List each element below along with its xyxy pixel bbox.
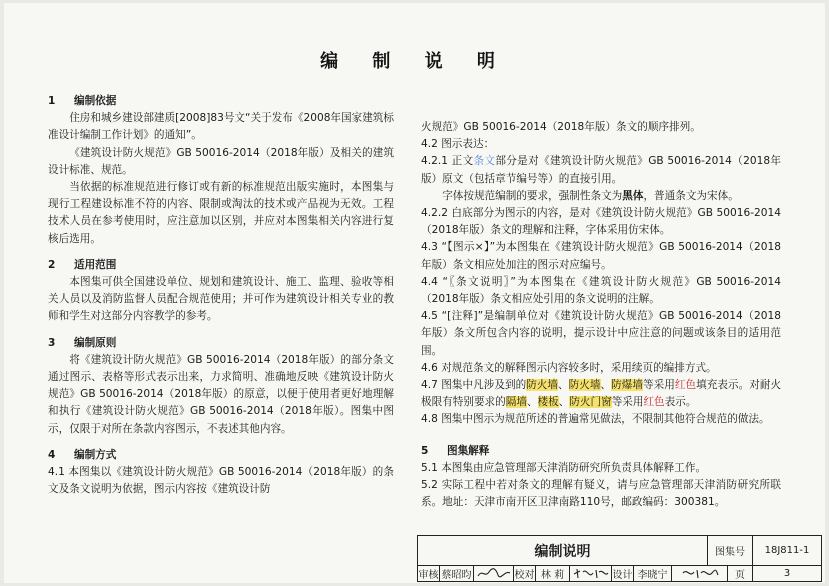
- review-name: 蔡昭昀: [440, 565, 474, 582]
- text: 部分是对《建筑设计防火规范》GB 50016-2014（2018年版）原文（包括章节编号等）的直接引用。: [421, 155, 781, 185]
- paragraph: 住房和城乡建设部建质[2008]83号文“关于发布《2008年国家建筑标准设计编制工作计划》的通知”。: [48, 112, 394, 142]
- review-label: 审核: [418, 565, 440, 582]
- right-column: [421, 119, 781, 511]
- paragraph: 当依据的标准规范进行修订或有新的标准规范出版实施时，本图集与现行工程建设标准不符的内容、限制或淘汰的技术或产品视为无效。工程技术人员在参考使用时，应注意加以区别，并应对本图集相关内容进行复核后选用。: [48, 181, 394, 245]
- paragraph: 4.4 “〖条文说明〗”为本图集在《建筑设计防火规范》GB 50016-2014（2018年版）条文相应处引用的条文说明的注解。: [421, 275, 781, 306]
- highlight-text: 防爆墙: [611, 379, 644, 392]
- text: 填充表示。对耐火极限有特别要求的: [421, 379, 782, 409]
- text: 、: [558, 396, 570, 409]
- section-title: 编制依据: [74, 95, 117, 107]
- section-number: 4: [48, 448, 56, 461]
- section-number: 5: [421, 444, 429, 457]
- atlas-no-label: 图集号: [708, 536, 753, 565]
- text: 、: [600, 379, 612, 392]
- paragraph: 4.1 本图集以《建筑设计防火规范》GB 50016-2014（2018年版）的条文及条文说明为依据，图示内容按《建筑设计防: [48, 466, 394, 496]
- left-column: [48, 93, 394, 498]
- text: 4.2.1 正文: [421, 155, 474, 168]
- section-2-heading: [48, 257, 394, 274]
- highlight-text: 隔墙: [505, 396, 527, 409]
- page-title: 编 制 说 明: [320, 51, 509, 72]
- text: 4.7 图集中凡涉及到的: [421, 379, 527, 392]
- paragraph-4-7: [421, 377, 781, 411]
- highlight-text: 防火门窗: [569, 396, 612, 409]
- text: 、: [526, 396, 538, 409]
- design-signature-graphic: [680, 567, 720, 580]
- paragraph: 《建筑设计防火规范》GB 50016-2014（2018年版）及相关的建筑设计标准、规范。: [48, 146, 394, 176]
- design-label: 设计: [612, 565, 634, 582]
- section-number: 2: [48, 258, 56, 271]
- section-title: 编制方式: [74, 448, 117, 461]
- section-1-heading: [48, 93, 394, 110]
- text: 等采用: [643, 379, 675, 392]
- page-number: 3: [783, 568, 791, 579]
- atlas-no: 18J811-1: [764, 545, 810, 556]
- paragraph: 4.2.2 白底部分为图示的内容，是对《建筑设计防火规范》GB 50016-2014（2018年版）条文的理解和注释，字体采用仿宋体。: [421, 207, 781, 237]
- section-number: 1: [48, 95, 56, 107]
- paragraph: 5.1 本图集由应急管理部天津消防研究所负责具体解释工作。: [421, 461, 707, 474]
- section-title: 图集解释: [447, 444, 490, 457]
- section-3-heading: [48, 335, 394, 352]
- highlight-text: 防火墙: [526, 379, 559, 392]
- paragraph: 本图集可供全国建设单位、规划和建筑设计、施工、监理、验收等相关人员以及消防监督人员配合规范使用；并可作为建筑设计相关专业的教师和学生对这部分内容教学的参考。: [48, 276, 394, 323]
- paragraph: 火规范》GB 50016-2014（2018年版）条文的顺序排列。: [421, 121, 701, 133]
- text: ，普通条文为宋体。: [643, 189, 739, 202]
- section-5-heading: [421, 443, 781, 460]
- text: 、: [558, 379, 569, 392]
- check-signature-graphic: [572, 567, 610, 580]
- section-4-heading: [48, 447, 394, 464]
- design-signature: [672, 565, 728, 582]
- title-block-bottom-row: [418, 565, 821, 582]
- section-number: 3: [48, 336, 56, 349]
- page-label: 页: [728, 565, 753, 582]
- paragraph: 5.2 实际工程中若对条文的理解有疑义，请与应急管理部天津消防研究所联系。地址：天津市南开区卫津南路110号，邮政编码：300381。: [421, 479, 781, 509]
- text: 等采用: [611, 396, 644, 409]
- paragraph: 4.3 “【图示×】”为本图集在《建筑设计防火规范》GB 50016-2014（2018年版）条文相应处加注的图示对应编号。: [421, 241, 781, 271]
- design-name: 李晓宁: [634, 565, 672, 582]
- paragraph: 4.6 对规范条文的解释图示内容较多时，采用续页的编排方式。: [421, 361, 717, 374]
- paragraph-font-note: [421, 188, 781, 205]
- sheet-name: 编制说明: [418, 536, 708, 565]
- check-label: 校对: [514, 565, 536, 582]
- bold-text: 黑体: [622, 189, 644, 202]
- section-title: 适用范围: [74, 258, 117, 271]
- section-title: 编制原则: [74, 336, 117, 349]
- red-text: 红色: [643, 396, 665, 409]
- highlight-text: 楼板: [537, 396, 559, 409]
- check-signature: [570, 565, 612, 582]
- review-signature-graphic: [476, 567, 512, 580]
- red-text: 红色: [674, 379, 697, 392]
- highlight-text: 防火墙: [568, 379, 601, 392]
- title-block-top-row: [418, 536, 821, 566]
- text: 表示。: [664, 396, 697, 409]
- highlight-text: 条文: [473, 155, 496, 168]
- paragraph: 4.8 图集中图示为规范所述的普遍常见做法，不限制其他符合规范的做法。: [421, 413, 770, 426]
- paragraph: 4.5 “[注释]”是编制单位对《建筑设计防火规范》GB 50016-2014（2018年版）条文所包含内容的说明，提示设计中应注意的问题或该条目的适用范围。: [421, 310, 781, 357]
- text: 字体按规范编制的要求，强制性条文为: [442, 189, 623, 202]
- paragraph: 将《建筑设计防火规范》GB 50016-2014（2018年版）的部分条文通过图示、表格等形式表示出来，力求简明、准确地反映《建筑设计防火规范》GB 50016-2014（2018年版）的原意，以便于使用者更好地理解和执行《建筑设计防火规范》GB 50016-2014（2018年版）。图集中图示，仅限于对所在条款内容图示，不表述其他内容。: [48, 353, 394, 435]
- paragraph-4-2-1: [421, 153, 781, 187]
- paragraph: 4.2 图示表达：: [421, 138, 495, 151]
- check-name: 林 莉: [536, 565, 570, 582]
- review-signature: [474, 565, 514, 582]
- title-block: [417, 535, 822, 582]
- document-page: [4, 3, 825, 583]
